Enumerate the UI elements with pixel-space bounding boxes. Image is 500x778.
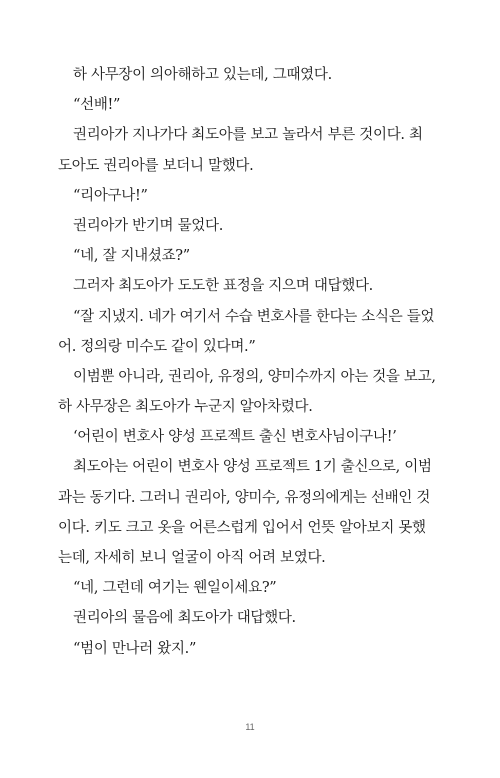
text-line: 하 사무장은 최도아가 누군지 알아차렸다. [58,399,313,416]
text-line: 이범뿐 아니라, 권리아, 유정의, 양미수까지 아는 것을 보고, [73,368,436,385]
text-line: 이다. 키도 크고 옷을 어른스럽게 입어서 언뜻 알아보지 못했 [58,519,426,536]
body-text [58,60,438,664]
text-line: 그러자 최도아가 도도한 표정을 지으며 대답했다. [73,278,373,295]
text-line: 는데, 자세히 보니 얼굴이 아직 어려 보였다. [58,550,326,566]
text-line: 최도아는 어린이 변호사 양성 프로젝트 1기 출신으로, 이범 [73,459,432,476]
text-line: 도아도 권리아를 보더니 말했다. [58,157,254,174]
page-number: 11 [245,722,255,732]
text-line: 하 사무장이 의아해하고 있는데, 그때였다. [73,67,332,83]
text-line: “네, 잘 지내셨죠?” [73,248,190,265]
text-line: “잘 지냈지. 네가 여기서 수습 변호사를 한다는 소식은 들었 [73,308,435,325]
text-line: ‘어린이 변호사 양성 프로젝트 출신 변호사님이구나!’ [73,429,397,446]
text-line: “네, 그런데 여기는 웬일이세요?” [73,580,277,597]
text-line: “선배!” [73,97,121,114]
text-line: 권리아의 물음에 최도아가 대답했다. [73,610,296,627]
text-line: 권리아가 반기며 물었다. [73,217,223,234]
text-line: 어. 정의랑 미수도 같이 있다며.” [58,338,256,355]
text-line: “리아구나!” [73,187,148,204]
text-line: “범이 만나러 왔지.” [73,640,197,657]
text-line: 과는 동기다. 그러니 권리아, 양미수, 유정의에게는 선배인 것 [58,489,431,506]
text-line: 권리아가 지나가다 최도아를 보고 놀라서 부른 것이다. 최 [73,127,423,144]
